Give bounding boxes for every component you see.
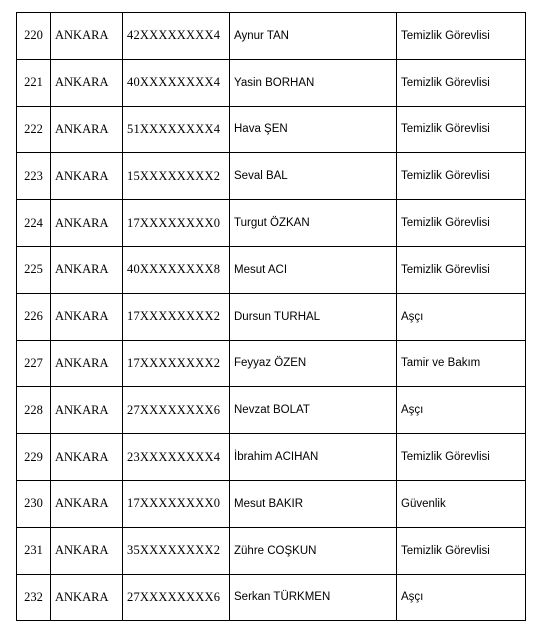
city-cell: ANKARA: [51, 387, 123, 434]
job-title-cell: Temizlik Görevlisi: [397, 527, 526, 574]
table-row: [17, 434, 526, 481]
city-cell: ANKARA: [51, 106, 123, 153]
id-number-cell: 42XXXXXXXX4: [123, 13, 230, 60]
full-name-cell: Mesut ACI: [230, 246, 397, 293]
full-name-cell: Dursun TURHAL: [230, 293, 397, 340]
id-number-cell: 27XXXXXXXX6: [123, 387, 230, 434]
city-cell: ANKARA: [51, 59, 123, 106]
full-name-cell: İbrahim ACIHAN: [230, 434, 397, 481]
job-title-cell: Temizlik Görevlisi: [397, 13, 526, 60]
table-row: [17, 387, 526, 434]
row-number: 230: [17, 480, 51, 527]
job-title-cell: Tamir ve Bakım: [397, 340, 526, 387]
table-row: [17, 293, 526, 340]
row-number: 225: [17, 246, 51, 293]
full-name-cell: Nevzat BOLAT: [230, 387, 397, 434]
job-title-cell: Aşçı: [397, 293, 526, 340]
table-row: [17, 246, 526, 293]
full-name-cell: Serkan TÜRKMEN: [230, 574, 397, 621]
job-title-cell: Temizlik Görevlisi: [397, 434, 526, 481]
job-title-cell: Temizlik Görevlisi: [397, 246, 526, 293]
job-title-cell: Aşçı: [397, 574, 526, 621]
table-row: [17, 153, 526, 200]
table-row: [17, 340, 526, 387]
job-title-cell: Güvenlik: [397, 480, 526, 527]
id-number-cell: 17XXXXXXXX0: [123, 200, 230, 247]
row-number: 221: [17, 59, 51, 106]
row-number: 227: [17, 340, 51, 387]
table-row: [17, 480, 526, 527]
full-name-cell: Seval BAL: [230, 153, 397, 200]
city-cell: ANKARA: [51, 153, 123, 200]
id-number-cell: 40XXXXXXXX8: [123, 246, 230, 293]
full-name-cell: Zühre COŞKUN: [230, 527, 397, 574]
city-cell: ANKARA: [51, 340, 123, 387]
full-name-cell: Turgut ÖZKAN: [230, 200, 397, 247]
job-title-cell: Temizlik Görevlisi: [397, 106, 526, 153]
job-title-cell: Temizlik Görevlisi: [397, 59, 526, 106]
city-cell: ANKARA: [51, 480, 123, 527]
row-number: 223: [17, 153, 51, 200]
id-number-cell: 15XXXXXXXX2: [123, 153, 230, 200]
id-number-cell: 35XXXXXXXX2: [123, 527, 230, 574]
row-number: 229: [17, 434, 51, 481]
row-number: 228: [17, 387, 51, 434]
city-cell: ANKARA: [51, 293, 123, 340]
id-number-cell: 51XXXXXXXX4: [123, 106, 230, 153]
id-number-cell: 17XXXXXXXX2: [123, 293, 230, 340]
full-name-cell: Hava ŞEN: [230, 106, 397, 153]
table-row: [17, 527, 526, 574]
city-cell: ANKARA: [51, 434, 123, 481]
id-number-cell: 40XXXXXXXX4: [123, 59, 230, 106]
full-name-cell: Yasin BORHAN: [230, 59, 397, 106]
row-number: 231: [17, 527, 51, 574]
table-row: [17, 574, 526, 621]
city-cell: ANKARA: [51, 246, 123, 293]
city-cell: ANKARA: [51, 527, 123, 574]
full-name-cell: Aynur TAN: [230, 13, 397, 60]
id-number-cell: 27XXXXXXXX6: [123, 574, 230, 621]
full-name-cell: Mesut BAKIR: [230, 480, 397, 527]
table-row: [17, 59, 526, 106]
table-row: [17, 13, 526, 60]
job-title-cell: Temizlik Görevlisi: [397, 153, 526, 200]
table-row: [17, 200, 526, 247]
row-number: 224: [17, 200, 51, 247]
personnel-table-body: [17, 13, 526, 621]
job-title-cell: Aşçı: [397, 387, 526, 434]
city-cell: ANKARA: [51, 13, 123, 60]
row-number: 220: [17, 13, 51, 60]
job-title-cell: Temizlik Görevlisi: [397, 200, 526, 247]
row-number: 226: [17, 293, 51, 340]
full-name-cell: Feyyaz ÖZEN: [230, 340, 397, 387]
id-number-cell: 23XXXXXXXX4: [123, 434, 230, 481]
city-cell: ANKARA: [51, 574, 123, 621]
personnel-table: [16, 12, 526, 621]
row-number: 232: [17, 574, 51, 621]
id-number-cell: 17XXXXXXXX0: [123, 480, 230, 527]
city-cell: ANKARA: [51, 200, 123, 247]
table-row: [17, 106, 526, 153]
row-number: 222: [17, 106, 51, 153]
id-number-cell: 17XXXXXXXX2: [123, 340, 230, 387]
